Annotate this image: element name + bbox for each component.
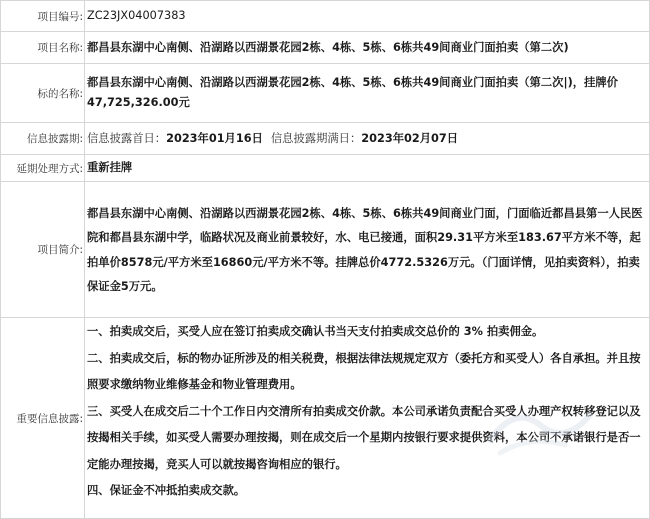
delay-handling-value: 重新挂牌 <box>85 155 650 182</box>
disclosure-end-label: 信息披露期满日： <box>270 131 362 145</box>
row-project-code <box>1 1 650 32</box>
row-target-name <box>1 64 650 123</box>
important-info-item: 三、买受人在成交后二十个工作日内交清所有拍卖成交价款。本公司承诺负责配合买受人办理产权转移登记以及按揭相关手续，如买受人需要办理按揭，则在成交后一个星期内按银行要求提供资料，本公司不承诺银行是否一定能办理按揭，竞买人可以就按揭咨询相应的银行。 <box>87 404 641 471</box>
project-name-value: 都昌县东湖中心南侧、沿湖路以西湖景花园2栋、4栋、5栋、6栋共49间商业门面拍卖（第二次) <box>85 32 650 64</box>
important-info-label: 重要信息披露: <box>1 318 85 519</box>
row-project-name <box>1 32 650 64</box>
disclosure-period-value <box>85 123 650 155</box>
row-disclosure-period <box>1 123 650 155</box>
delay-handling-label: 延期处理方式: <box>1 155 85 182</box>
row-project-intro <box>1 182 650 318</box>
disclosure-period-label: 信息披露期: <box>1 123 85 155</box>
project-intro-text: 都昌县东湖中心南侧、沿湖路以西湖景花园2栋、4栋、5栋、6栋共49间商业门面，门面临近都昌县第一人民医院和都昌县东湖中学，临路状况及商业前景较好，水、电已接通，面积29.31平方米至183.67平方米不等，起拍单价8578元/平方米至16860元/平方米不等。挂牌总价4772.5326万元。（门面详情，见拍卖资料），拍卖保证金5万元。 <box>87 206 643 293</box>
row-important-info <box>1 318 650 519</box>
target-name-value: 都昌县东湖中心南侧、沿湖路以西湖景花园2栋、4栋、5栋、6栋共49间商业门面拍卖（第二次|)，挂牌价47,725,326.00元 <box>85 64 650 123</box>
row-delay-handling <box>1 155 650 182</box>
project-name-label: 项目名称: <box>1 32 85 64</box>
project-intro-cell <box>85 182 650 318</box>
project-intro-label: 项目简介: <box>1 182 85 318</box>
important-info-item: 二、拍卖成交后，标的物办证所涉及的相关税费，根据法律法规规定双方（委托方和买受人）各自承担。并且按照要求缴纳物业维修基金和物业管理费用。 <box>87 351 641 391</box>
target-name-label: 标的名称: <box>1 64 85 123</box>
disclosure-start-date: 2023年01月16日 <box>166 131 263 145</box>
project-code-label: 项目编号: <box>1 1 85 32</box>
important-info-item: 四、保证金不冲抵拍卖成交款。 <box>87 484 246 497</box>
important-info-item: 一、拍卖成交后，买受人应在签订拍卖成交确认书当天支付拍卖成交总价的 3% 拍卖佣金。 <box>87 325 544 338</box>
disclosure-start-label: 信息披露首日： <box>87 131 167 145</box>
important-info-cell <box>85 318 650 519</box>
project-code-value: ZC23JX04007383 <box>85 1 650 32</box>
disclosure-end-date: 2023年02月07日 <box>361 131 459 145</box>
